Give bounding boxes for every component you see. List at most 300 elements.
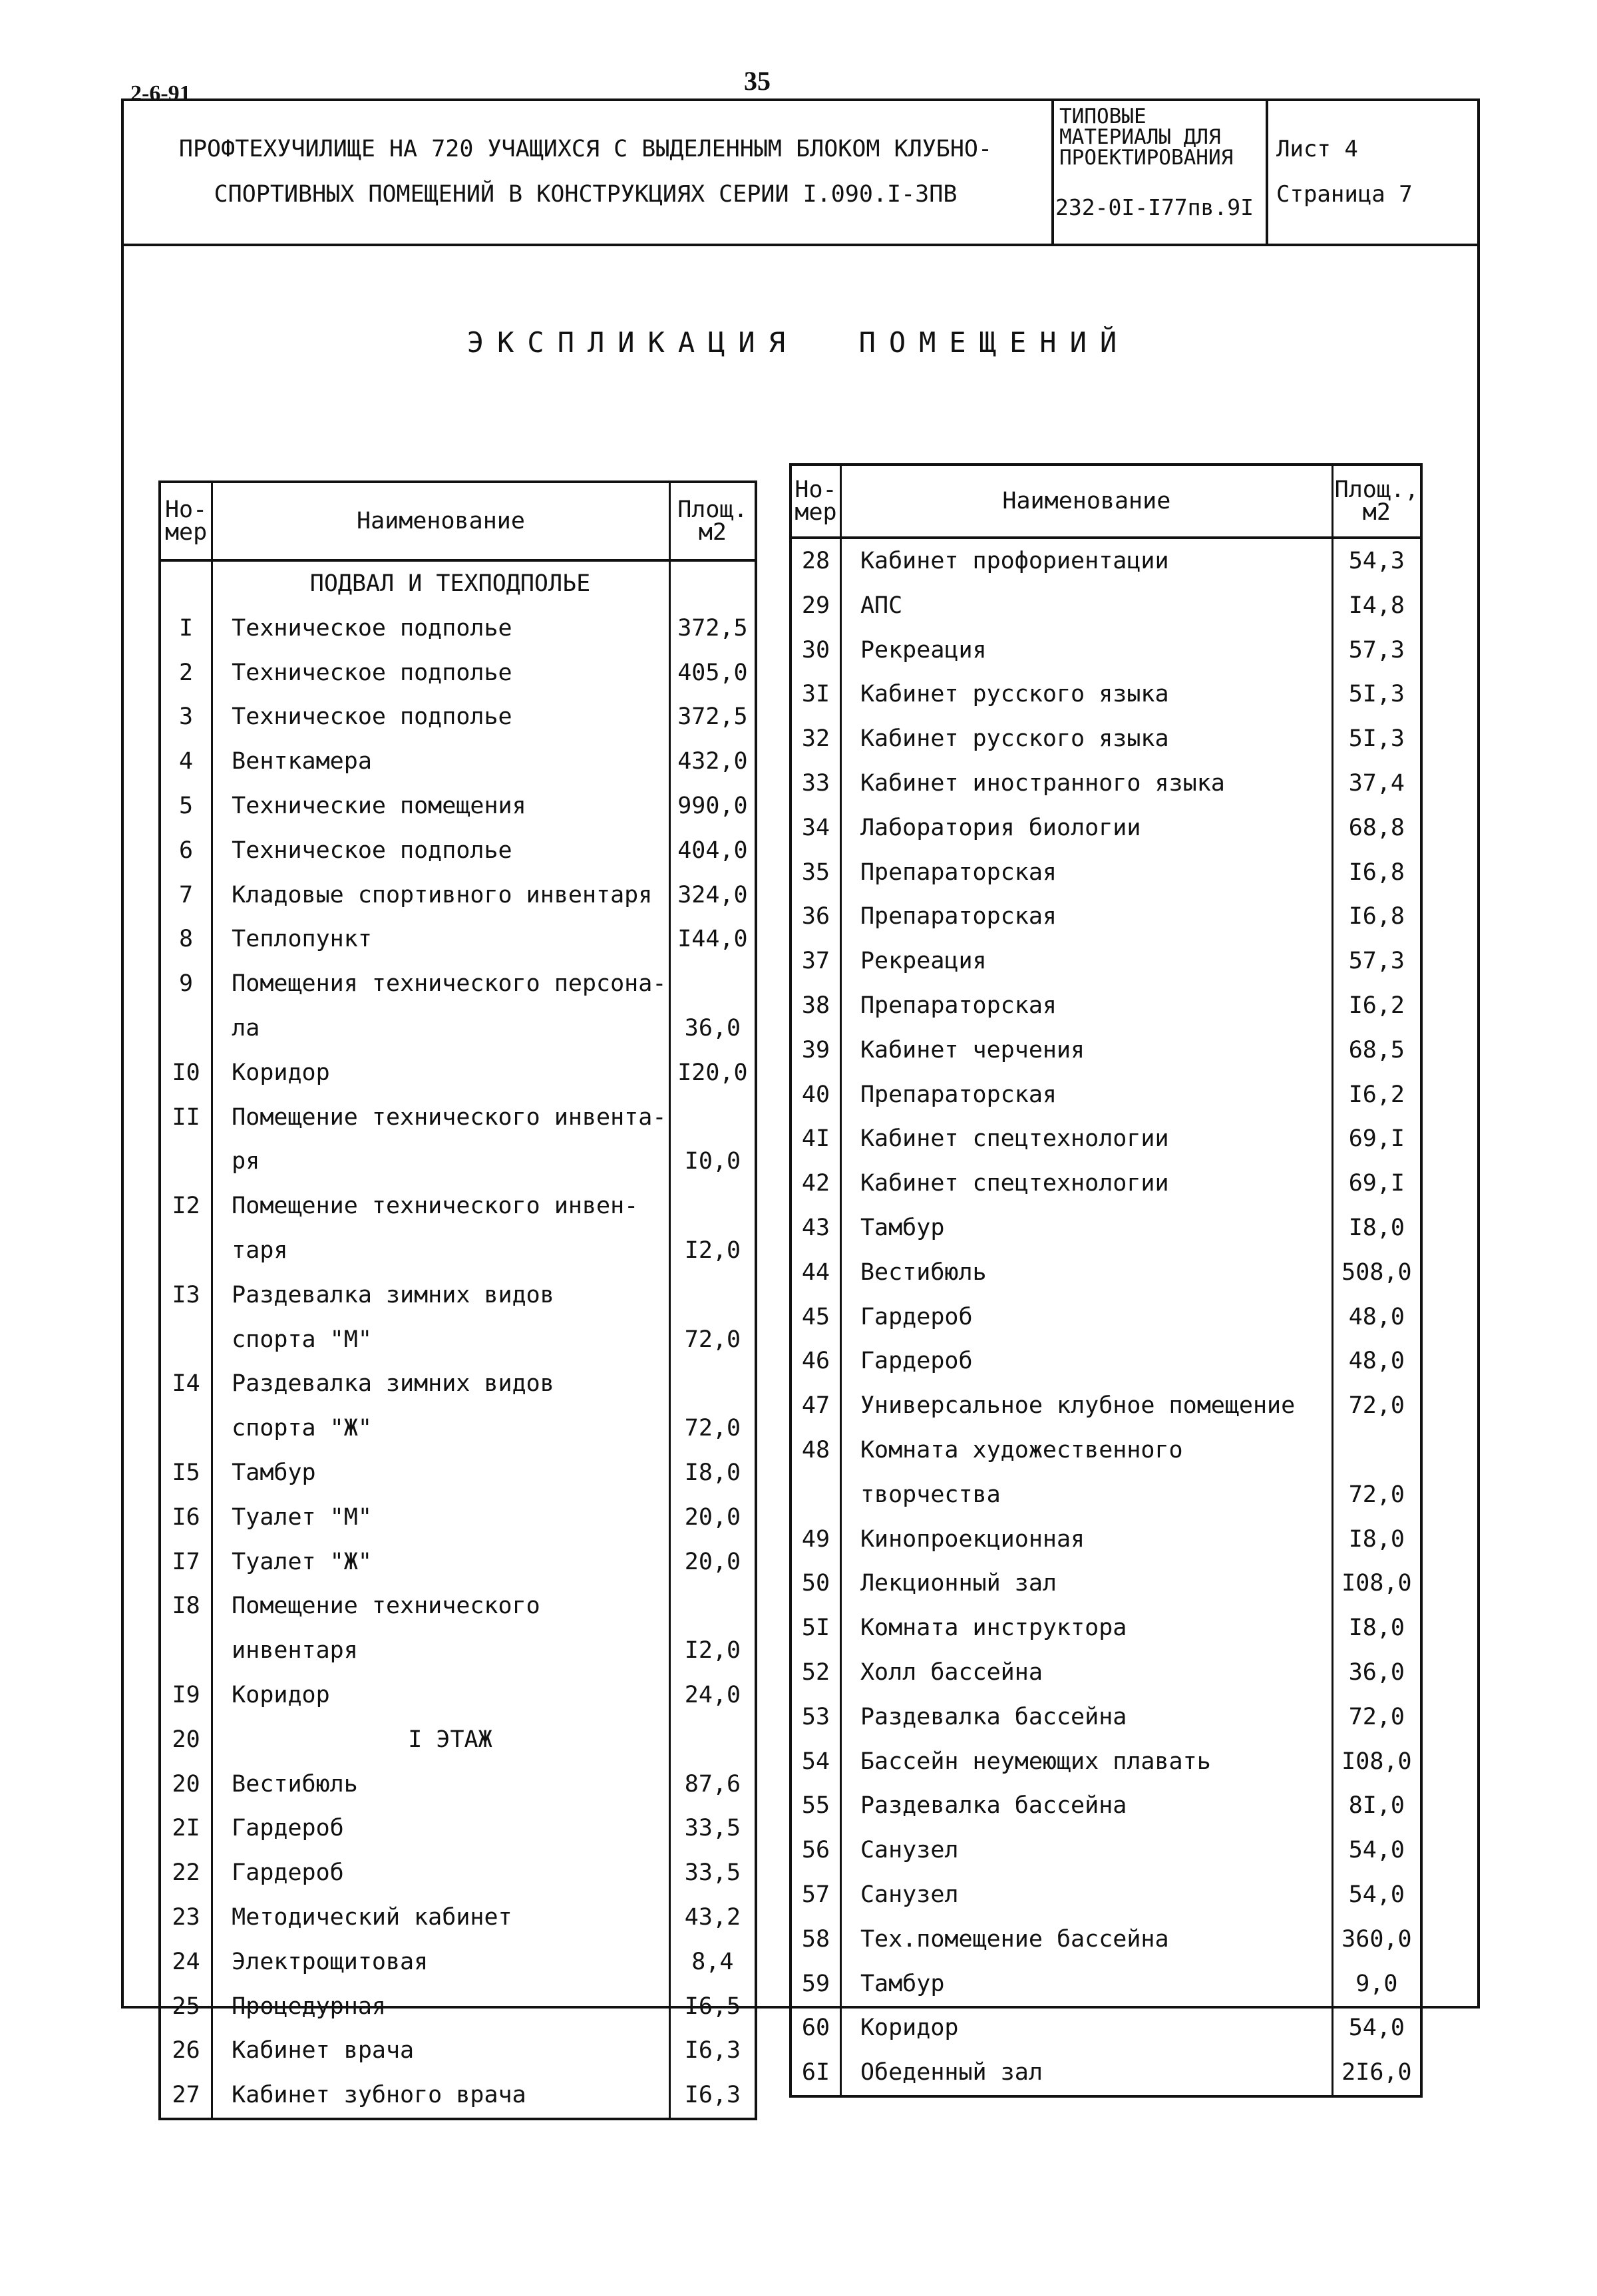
room-number: 20: [160, 1718, 212, 1762]
room-number: [160, 1318, 212, 1362]
table-row: [791, 1740, 1421, 1784]
room-number: I4: [160, 1362, 212, 1406]
room-name: Кладовые спортивного инвентаря: [212, 873, 670, 918]
room-number: 20: [160, 1762, 212, 1807]
room-area: 72,0: [669, 1318, 756, 1362]
filler-cell: [669, 2118, 756, 2119]
room-area: I8,0: [1332, 1606, 1421, 1650]
room-name: Тамбур: [840, 1206, 1332, 1250]
explication-table-right: [789, 463, 1423, 2098]
room-name: Тех.помещение бассейна: [840, 1917, 1332, 1962]
room-area: [1332, 1428, 1421, 1473]
room-area: I8,0: [669, 1451, 756, 1495]
room-number: 24: [160, 1940, 212, 1985]
table-row: [160, 1229, 756, 1273]
header-text: Площ.: [677, 496, 748, 523]
room-name: Коридор: [840, 2006, 1332, 2050]
room-number: 2I: [160, 1806, 212, 1851]
room-number: I0: [160, 1051, 212, 1095]
table-row: [160, 1540, 756, 1585]
room-name: Вестибюль: [212, 1762, 670, 1807]
room-area: I6,8: [1332, 894, 1421, 939]
room-name: Кинопроекционная: [840, 1517, 1332, 1562]
table-row: [791, 851, 1421, 895]
table-row: [160, 1851, 756, 1895]
room-area: 54,0: [1332, 1873, 1421, 1917]
page-heading: ЭКСПЛИКАЦИЯ ПОМЕЩЕНИЙ: [466, 326, 1131, 359]
table-row: [160, 695, 756, 739]
room-name: Кабинет спецтехнологии: [840, 1161, 1332, 1206]
filler-cell: [791, 2095, 840, 2096]
room-name: ПОДВАЛ И ТЕХПОДПОЛЬЕ: [212, 560, 670, 606]
room-area: 432,0: [669, 739, 756, 784]
room-name: Лекционный зал: [840, 1561, 1332, 1606]
filler-cell: [160, 2118, 212, 2119]
materials-line: ТИПОВЫЕ: [1059, 104, 1147, 128]
room-name: Гардероб: [840, 1295, 1332, 1340]
room-area: 57,3: [1332, 628, 1421, 673]
room-area: 372,5: [669, 606, 756, 651]
column-header-area: [1332, 465, 1421, 538]
header-text: Но-: [164, 496, 208, 523]
room-number: 34: [791, 806, 840, 851]
table-row: [791, 717, 1421, 761]
room-number: 29: [791, 584, 840, 628]
room-area: 324,0: [669, 873, 756, 918]
room-number: I9: [160, 1673, 212, 1718]
table-row: [791, 672, 1421, 717]
room-area: 37,4: [1332, 761, 1421, 806]
table-row: [791, 2050, 1421, 2095]
room-number: 5: [160, 784, 212, 829]
room-area: 36,0: [1332, 1650, 1421, 1695]
room-number: 6: [160, 829, 212, 873]
room-number: 60: [791, 2006, 840, 2050]
header-divider: [1051, 100, 1054, 244]
room-number: 43: [791, 1206, 840, 1250]
room-area: 72,0: [1332, 1473, 1421, 1517]
room-name: Техническое подполье: [212, 695, 670, 739]
table-row: [791, 628, 1421, 673]
room-number: 32: [791, 717, 840, 761]
room-area: 33,5: [669, 1806, 756, 1851]
room-area: 20,0: [669, 1540, 756, 1585]
room-name: Холл бассейна: [840, 1650, 1332, 1695]
column-header-number: [160, 482, 212, 560]
room-name: ла: [212, 1006, 670, 1051]
room-area: I2,0: [669, 1229, 756, 1273]
table-row: [791, 1561, 1421, 1606]
room-area: 372,5: [669, 695, 756, 739]
room-name: Помещение технического инвен-: [212, 1184, 670, 1229]
table-row: [160, 606, 756, 651]
table-row: [160, 1139, 756, 1184]
room-area: 48,0: [1332, 1295, 1421, 1340]
table-row: [791, 1339, 1421, 1384]
room-name: Кабинет профориентации: [840, 538, 1332, 584]
room-number: 36: [791, 894, 840, 939]
materials-line: МАТЕРИАЛЫ ДЛЯ: [1059, 125, 1221, 149]
room-area: I0,0: [669, 1139, 756, 1184]
room-name: Кабинет черчения: [840, 1028, 1332, 1073]
table-filler: [160, 2118, 756, 2119]
room-name: инвентаря: [212, 1628, 670, 1673]
room-number: 28: [791, 538, 840, 584]
room-number: 30: [791, 628, 840, 673]
table-row: [160, 1940, 756, 1985]
room-number: 50: [791, 1561, 840, 1606]
room-name: Кабинет врача: [212, 2028, 670, 2073]
room-area: [669, 1718, 756, 1762]
room-number: 3I: [791, 672, 840, 717]
room-name: Техническое подполье: [212, 651, 670, 695]
table-row: [791, 1962, 1421, 2007]
room-area: 72,0: [1332, 1384, 1421, 1428]
table-row: [791, 939, 1421, 984]
room-area: [669, 1273, 756, 1318]
room-name: спорта "Ж": [212, 1406, 670, 1451]
room-name: Раздевалка бассейна: [840, 1784, 1332, 1828]
filler-cell: [1332, 2095, 1421, 2096]
table-row: [160, 1628, 756, 1673]
room-area: 405,0: [669, 651, 756, 695]
room-name: Гардероб: [212, 1851, 670, 1895]
room-name: Гардероб: [212, 1806, 670, 1851]
room-name: Технические помещения: [212, 784, 670, 829]
table-filler: [791, 2095, 1421, 2096]
room-area: [669, 1362, 756, 1406]
room-area: 5I,3: [1332, 717, 1421, 761]
room-name: таря: [212, 1229, 670, 1273]
room-area: I6,3: [669, 2073, 756, 2118]
header-text: мер: [795, 499, 837, 526]
room-number: 46: [791, 1339, 840, 1384]
room-number: II: [160, 1095, 212, 1140]
room-number: 27: [160, 2073, 212, 2118]
room-name: Техническое подполье: [212, 829, 670, 873]
room-area: 68,8: [1332, 806, 1421, 851]
table-row: [160, 1762, 756, 1807]
section-row: [160, 1718, 756, 1762]
table-row: [791, 1206, 1421, 1250]
room-area: [669, 1095, 756, 1140]
table-row: [160, 2073, 756, 2118]
table-row: [791, 1650, 1421, 1695]
room-area: 54,0: [1332, 1828, 1421, 1873]
table-row: [791, 2006, 1421, 2050]
room-number: 56: [791, 1828, 840, 1873]
header-text: м2: [1362, 499, 1391, 526]
room-number: 52: [791, 1650, 840, 1695]
room-number: 5I: [791, 1606, 840, 1650]
table-row: [160, 1806, 756, 1851]
room-number: 44: [791, 1250, 840, 1295]
room-number: 8: [160, 917, 212, 962]
room-number: 9: [160, 962, 212, 1006]
room-number: [160, 1006, 212, 1051]
room-number: [160, 1139, 212, 1184]
room-area: I6,8: [1332, 851, 1421, 895]
room-area: I08,0: [1332, 1740, 1421, 1784]
room-area: 2I6,0: [1332, 2050, 1421, 2095]
column-header-number: [791, 465, 840, 538]
header-materials: [1059, 106, 1263, 168]
table-row: [160, 1362, 756, 1406]
room-number: 57: [791, 1873, 840, 1917]
room-area: 404,0: [669, 829, 756, 873]
room-area: 5I,3: [1332, 672, 1421, 717]
room-number: 4: [160, 739, 212, 784]
room-number: 6I: [791, 2050, 840, 2095]
room-number: 25: [160, 1985, 212, 2029]
table-row: [791, 761, 1421, 806]
table-row: [160, 1985, 756, 2029]
room-area: 360,0: [1332, 1917, 1421, 1962]
table-row: [791, 1250, 1421, 1295]
room-name: Санузел: [840, 1828, 1332, 1873]
header-text: мер: [164, 519, 208, 546]
room-number: 54: [791, 1740, 840, 1784]
room-number: 58: [791, 1917, 840, 1962]
room-area: 24,0: [669, 1673, 756, 1718]
room-name: Препараторская: [840, 1073, 1332, 1117]
sheet-page: Страница 7: [1276, 181, 1413, 208]
room-number: 2: [160, 651, 212, 695]
room-name: АПС: [840, 584, 1332, 628]
room-area: 48,0: [1332, 1339, 1421, 1384]
table-row: [791, 806, 1421, 851]
table-row: [160, 917, 756, 962]
room-name: Кабинет спецтехнологии: [840, 1117, 1332, 1161]
table-row: [160, 1895, 756, 1940]
table-row: [160, 1273, 756, 1318]
table-row: [791, 1695, 1421, 1740]
room-area: 72,0: [669, 1406, 756, 1451]
room-number: [160, 1406, 212, 1451]
table-row: [791, 1873, 1421, 1917]
room-name: I ЭТАЖ: [212, 1718, 670, 1762]
column-header-name: Наименование: [212, 482, 670, 560]
table-row: [160, 1006, 756, 1051]
room-name: Кабинет зубного врача: [212, 2073, 670, 2118]
room-name: Раздевалка зимних видов: [212, 1362, 670, 1406]
room-name: Раздевалка бассейна: [840, 1695, 1332, 1740]
room-name: Помещение технического: [212, 1584, 670, 1628]
table-row: [160, 1051, 756, 1095]
room-number: 47: [791, 1384, 840, 1428]
room-name: Препараторская: [840, 851, 1332, 895]
header-title-line: СПОРТИВНЫХ ПОМЕЩЕНИЙ В КОНСТРУКЦИЯХ СЕРИИ I.090.I-3ПВ: [214, 181, 958, 208]
room-name: Раздевалка зимних видов: [212, 1273, 670, 1318]
table-row: [791, 1073, 1421, 1117]
table-row: [791, 1828, 1421, 1873]
room-area: 43,2: [669, 1895, 756, 1940]
room-name: Комната инструктора: [840, 1606, 1332, 1650]
room-number: [160, 1628, 212, 1673]
room-name: Коридор: [212, 1051, 670, 1095]
room-number: [160, 560, 212, 606]
room-name: Санузел: [840, 1873, 1332, 1917]
header-sheet-info: [1276, 126, 1413, 217]
room-number: 22: [160, 1851, 212, 1895]
header-separator: [121, 244, 1480, 246]
table-row: [160, 1495, 756, 1540]
table-row: [160, 1406, 756, 1451]
room-name: творчества: [840, 1473, 1332, 1517]
table-row: [160, 873, 756, 918]
room-area: 990,0: [669, 784, 756, 829]
column-header-name: Наименование: [840, 465, 1332, 538]
header-title-line: ПРОФТЕХУЧИЛИЩЕ НА 720 УЧАЩИХСЯ С ВЫДЕЛЕННЫМ БЛОКОМ КЛУБНО-: [178, 136, 993, 162]
room-name: Техническое подполье: [212, 606, 670, 651]
room-name: Туалет "М": [212, 1495, 670, 1540]
room-area: 20,0: [669, 1495, 756, 1540]
room-name: Помещения технического персона-: [212, 962, 670, 1006]
room-number: 35: [791, 851, 840, 895]
header-text: Площ.,: [1334, 477, 1419, 503]
room-number: 49: [791, 1517, 840, 1562]
room-area: [669, 1184, 756, 1229]
room-area: 68,5: [1332, 1028, 1421, 1073]
explication-table-left: [158, 480, 757, 2120]
room-number: 37: [791, 939, 840, 984]
room-name: Рекреация: [840, 628, 1332, 673]
room-number: 23: [160, 1895, 212, 1940]
room-area: [669, 1584, 756, 1628]
room-name: ря: [212, 1139, 670, 1184]
room-area: 8,4: [669, 1940, 756, 1985]
room-name: спорта "М": [212, 1318, 670, 1362]
room-area: [669, 560, 756, 606]
room-number: I3: [160, 1273, 212, 1318]
room-number: 40: [791, 1073, 840, 1117]
room-name: Лаборатория биологии: [840, 806, 1332, 851]
room-name: Тамбур: [840, 1962, 1332, 2007]
room-name: Коридор: [212, 1673, 670, 1718]
room-area: I8,0: [1332, 1206, 1421, 1250]
table-row: [791, 1384, 1421, 1428]
room-name: Процедурная: [212, 1985, 670, 2029]
room-area: I6,3: [669, 2028, 756, 2073]
room-number: 7: [160, 873, 212, 918]
room-number: 4I: [791, 1117, 840, 1161]
room-area: I44,0: [669, 917, 756, 962]
room-name: Вестибюль: [840, 1250, 1332, 1295]
room-name: Электрощитовая: [212, 1940, 670, 1985]
room-area: 69,I: [1332, 1117, 1421, 1161]
room-number: 3: [160, 695, 212, 739]
room-number: 33: [791, 761, 840, 806]
room-number: 26: [160, 2028, 212, 2073]
table-row: [160, 739, 756, 784]
room-number: 48: [791, 1428, 840, 1473]
filler-cell: [840, 2095, 1332, 2096]
table-row: [160, 1184, 756, 1229]
room-number: I6: [160, 1495, 212, 1540]
table-row: [160, 2028, 756, 2073]
room-area: 72,0: [1332, 1695, 1421, 1740]
room-name: Кабинет русского языка: [840, 672, 1332, 717]
room-number: I7: [160, 1540, 212, 1585]
room-area: I08,0: [1332, 1561, 1421, 1606]
room-area: I6,2: [1332, 984, 1421, 1028]
room-name: Препараторская: [840, 894, 1332, 939]
room-name: Препараторская: [840, 984, 1332, 1028]
room-number: I: [160, 606, 212, 651]
room-area: I20,0: [669, 1051, 756, 1095]
document-code: 2-6-91: [130, 81, 191, 106]
room-number: I8: [160, 1584, 212, 1628]
room-area: 57,3: [1332, 939, 1421, 984]
table-row: [791, 1473, 1421, 1517]
room-area: [669, 962, 756, 1006]
table-row: [791, 1161, 1421, 1206]
room-name: Кабинет иностранного языка: [840, 761, 1332, 806]
room-area: I6,2: [1332, 1073, 1421, 1117]
room-area: I6,5: [669, 1985, 756, 2029]
table-row: [791, 1517, 1421, 1562]
room-area: 69,I: [1332, 1161, 1421, 1206]
project-code: 232-0I-I77пв.9I: [1055, 194, 1254, 220]
room-number: 38: [791, 984, 840, 1028]
header-divider: [1266, 100, 1268, 244]
room-name: Туалет "Ж": [212, 1540, 670, 1585]
materials-line: ПРОЕКТИРОВАНИЯ: [1059, 146, 1234, 170]
table-row: [791, 894, 1421, 939]
table-row: [160, 962, 756, 1006]
table-row: [160, 1451, 756, 1495]
table-row: [791, 1028, 1421, 1073]
room-area: 8I,0: [1332, 1784, 1421, 1828]
room-area: I4,8: [1332, 584, 1421, 628]
room-name: Венткамера: [212, 739, 670, 784]
room-area: I8,0: [1332, 1517, 1421, 1562]
room-name: Рекреация: [840, 939, 1332, 984]
room-name: Комната художественного: [840, 1428, 1332, 1473]
room-number: I5: [160, 1451, 212, 1495]
table-row: [160, 1095, 756, 1140]
table-row: [791, 1295, 1421, 1340]
table-row: [791, 538, 1421, 584]
room-area: I2,0: [669, 1628, 756, 1673]
room-name: Методический кабинет: [212, 1895, 670, 1940]
room-number: 39: [791, 1028, 840, 1073]
room-name: Помещение технического инвента-: [212, 1095, 670, 1140]
room-name: Универсальное клубное помещение: [840, 1384, 1332, 1428]
room-name: Теплопункт: [212, 917, 670, 962]
room-area: 9,0: [1332, 1962, 1421, 2007]
room-name: Обеденный зал: [840, 2050, 1332, 2095]
table-row: [160, 651, 756, 695]
table-row: [791, 584, 1421, 628]
column-header-area: [669, 482, 756, 560]
room-number: 53: [791, 1695, 840, 1740]
room-area: 87,6: [669, 1762, 756, 1807]
room-number: 55: [791, 1784, 840, 1828]
room-area: 54,3: [1332, 538, 1421, 584]
section-row: [160, 560, 756, 606]
room-number: 59: [791, 1962, 840, 2007]
header-title: [133, 126, 1038, 217]
room-area: 508,0: [1332, 1250, 1421, 1295]
table-row: [160, 1318, 756, 1362]
table-row: [160, 1584, 756, 1628]
room-name: Гардероб: [840, 1339, 1332, 1384]
page-number: 35: [744, 66, 771, 96]
table-row: [160, 829, 756, 873]
room-name: Кабинет русского языка: [840, 717, 1332, 761]
room-name: Бассейн неумеющих плавать: [840, 1740, 1332, 1784]
